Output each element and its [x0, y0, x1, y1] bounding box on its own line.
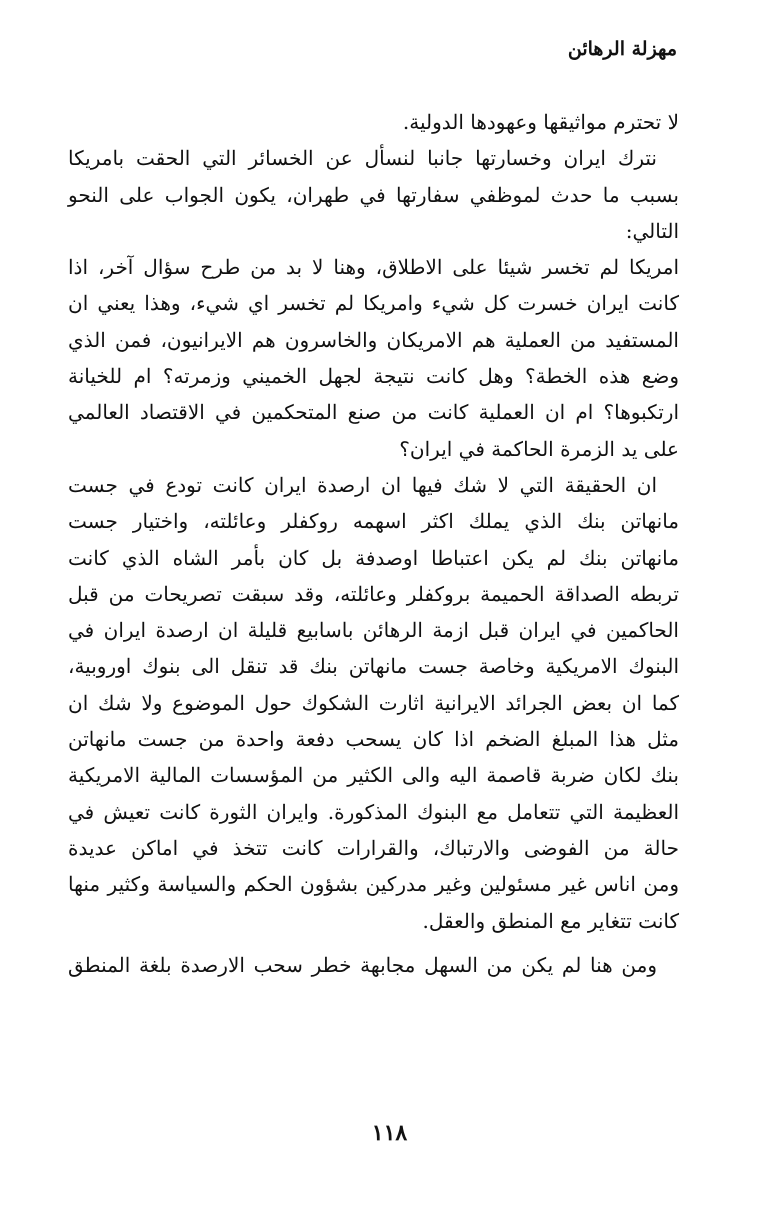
- body-line: التالي:: [625, 218, 679, 243]
- body-line: لا تحترم مواثيقها وعهودها الدولية.: [402, 110, 679, 134]
- page-number-text: ١١٨: [371, 1120, 408, 1146]
- body-line: العظيمة التي تتعامل مع البنوك المذكورة. وايران الثورة كانت تعيش في: [68, 799, 679, 824]
- body-line: مانهاتن بنك الذي يملك اكثر اسهمه روكفلر وعائلته، واختيار جست: [68, 509, 679, 534]
- body-line: وضع هذه الخطة؟ وهل كانت نتيجة لجهل الخميني وزمرته؟ ام للخيانة: [68, 364, 679, 389]
- body-line: حالة من الفوضى والارتباك، والقرارات كانت تتخذ في اماكن عديدة: [68, 835, 679, 860]
- body-line: بسبب ما حدث لموظفي سفارتها في طهران، يكون الجواب على النحو: [68, 182, 679, 207]
- body-line: المستفيد من العملية هم الامريكان والخاسرون هم الايرانيون، فمن الذي: [68, 327, 679, 352]
- body-text: [68, 104, 679, 983]
- body-line: ان الحقيقة التي لا شك فيها ان ارصدة ايران كانت تودع في جست: [68, 472, 657, 497]
- body-line: نترك ايران وخسارتها جانبا لنسأل عن الخسائر التي الحقت بامريكا: [68, 146, 657, 171]
- body-line: كانت تتغاير مع المنطق والعقل.: [422, 908, 679, 933]
- body-line: بنك لكان ضربة قاصمة اليه والى الكثير من المؤسسات المالية الامريكية: [68, 763, 679, 788]
- body-line: ومن اناس غير مسئولين وغير مدركين بشؤون الحكم والسياسة وكثير منها: [68, 872, 679, 897]
- running-header-title: مهزلة الرهائن: [567, 38, 677, 60]
- body-line: ومن هنا لم يكن من السهل مجابهة خطر سحب الارصدة بلغة المنطق: [68, 952, 657, 977]
- body-line: ارتكبوها؟ ام ان العملية كانت من صنع المتحكمين في الاقتصاد العالمي: [68, 400, 679, 425]
- body-line: مثل هذا المبلغ الضخم اذا كان يسحب دفعة واحدة من جست مانهاتن: [68, 727, 679, 752]
- body-line: البنوك الامريكية وخاصة جست مانهاتن بنك قد تنقل الى بنوك اوروبية،: [68, 654, 679, 679]
- page-number: [0, 1120, 767, 1146]
- body-line: كما ان بعض الجرائد الايرانية اثارت الشكوك حول الموضوع ولا شك ان: [68, 690, 679, 715]
- body-line: تربطه الصداقة الحميمة بروكفلر وعائلته، وقد سبقت تصريحات من قبل: [68, 581, 679, 606]
- body-line: امريكا لم تخسر شيئا على الاطلاق، وهنا لا بد من طرح سؤال آخر، اذا: [68, 255, 679, 280]
- body-line: على يد الزمرة الحاكمة في ايران؟: [399, 436, 679, 461]
- body-line: مانهاتن بنك لم يكن اعتباطا اوصدفة بل كان بأمر الشاه الذي كانت: [68, 545, 679, 570]
- body-line: كانت ايران خسرت كل شيء وامريكا لم تخسر اي شيء، وهذا يعني ان: [68, 291, 679, 316]
- body-line: الحاكمين في ايران قبل ازمة الرهائن باسابيع قليلة ان ارصدة ايران في: [68, 618, 679, 643]
